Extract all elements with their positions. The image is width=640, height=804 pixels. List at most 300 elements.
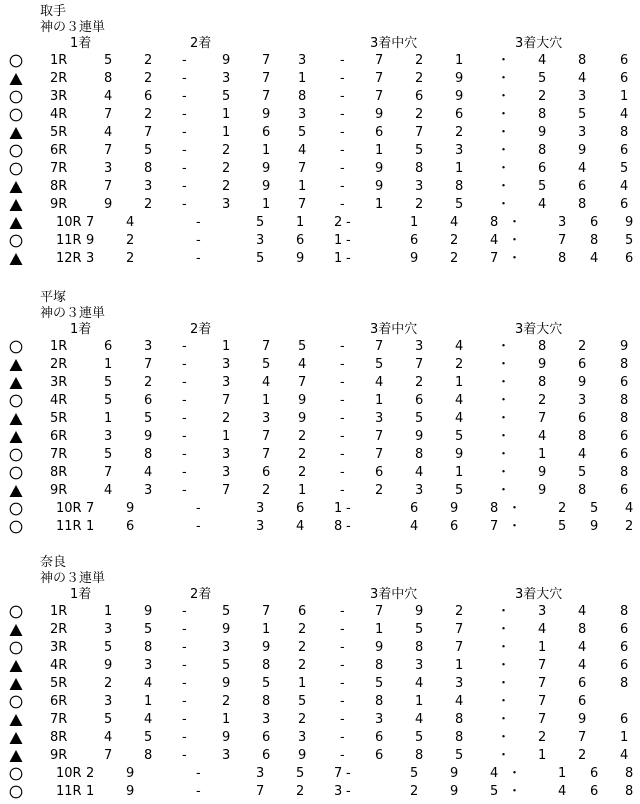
third-mid-pick: 4 — [450, 215, 459, 230]
first-pick: 8 — [144, 447, 153, 462]
header-second: 2着 — [190, 322, 212, 337]
third-big-pick: 6 — [620, 622, 629, 637]
third-mid-pick: 5 — [490, 784, 499, 799]
third-big-pick: 9 — [538, 357, 547, 372]
third-mid-pick: 7 — [375, 429, 384, 444]
race-row — [0, 124, 640, 142]
third-mid-pick: 5 — [455, 483, 464, 498]
first-pick: 1 — [104, 411, 113, 426]
dot-separator: ・ — [497, 622, 511, 637]
second-pick: 1 — [262, 393, 271, 408]
second-pick: 5 — [262, 357, 271, 372]
third-big-pick: 6 — [620, 71, 629, 86]
second-pick: 1 — [334, 501, 343, 516]
dash-separator: - — [340, 712, 345, 727]
race-number: 10R — [56, 215, 82, 230]
first-pick: 9 — [104, 197, 113, 212]
third-big-pick: 2 — [558, 501, 567, 516]
race-row — [0, 518, 640, 536]
circle-mark-icon — [9, 603, 25, 621]
race-number: 5R — [50, 411, 68, 426]
third-mid-pick: 7 — [415, 357, 424, 372]
header-third-mid: 3着中穴 — [370, 322, 418, 337]
third-mid-pick: 1 — [375, 622, 384, 637]
third-big-pick: 5 — [620, 161, 629, 176]
dash-separator: - — [182, 71, 187, 86]
race-row — [0, 196, 640, 214]
first-pick: 6 — [144, 89, 153, 104]
second-pick: 9 — [262, 161, 271, 176]
third-mid-pick: 8 — [415, 640, 424, 655]
dot-separator: ・ — [497, 694, 511, 709]
second-pick: 6 — [296, 501, 305, 516]
first-pick: 9 — [144, 604, 153, 619]
dash-separator: - — [346, 501, 351, 516]
third-mid-pick: 1 — [455, 53, 464, 68]
first-pick: 3 — [144, 339, 153, 354]
second-pick: 8 — [298, 89, 307, 104]
dash-separator: - — [196, 233, 201, 248]
second-pick: 9 — [298, 411, 307, 426]
dash-separator: - — [182, 465, 187, 480]
third-mid-pick: 8 — [415, 161, 424, 176]
triangle-mark-icon — [9, 196, 25, 214]
dash-separator: - — [196, 501, 201, 516]
dash-separator: - — [340, 483, 345, 498]
circle-mark-icon — [9, 500, 25, 518]
triangle-mark-icon — [9, 374, 25, 392]
first-pick: 6 — [144, 393, 153, 408]
dot-separator: ・ — [508, 233, 522, 248]
circle-mark-icon — [9, 338, 25, 356]
third-big-pick: 5 — [578, 107, 587, 122]
third-mid-pick: 1 — [410, 215, 419, 230]
second-pick: 6 — [262, 465, 271, 480]
race-row — [0, 482, 640, 500]
third-big-pick: 3 — [538, 604, 547, 619]
second-pick: 2 — [262, 483, 271, 498]
third-mid-pick: 1 — [455, 658, 464, 673]
second-pick: 1 — [334, 233, 343, 248]
first-pick: 5 — [144, 411, 153, 426]
second-pick: 9 — [296, 251, 305, 266]
race-row — [0, 639, 640, 657]
dot-separator: ・ — [497, 179, 511, 194]
race-row — [0, 729, 640, 747]
race-number: 12R — [56, 251, 82, 266]
dash-separator: - — [340, 179, 345, 194]
dot-separator: ・ — [508, 519, 522, 534]
second-pick: 6 — [262, 748, 271, 763]
third-big-pick: 4 — [578, 447, 587, 462]
dash-separator: - — [340, 658, 345, 673]
third-big-pick: 8 — [578, 483, 587, 498]
dot-separator: ・ — [497, 161, 511, 176]
third-big-pick: 6 — [620, 640, 629, 655]
second-pick: 6 — [298, 604, 307, 619]
third-big-pick: 8 — [538, 107, 547, 122]
third-big-pick: 6 — [590, 215, 599, 230]
circle-mark-icon — [9, 783, 25, 801]
subtitle: 神の３連単 — [40, 306, 106, 321]
dash-separator: - — [340, 393, 345, 408]
third-big-pick: 6 — [620, 447, 629, 462]
second-pick: 3 — [222, 197, 231, 212]
first-pick: 5 — [104, 53, 113, 68]
third-big-pick: 1 — [538, 447, 547, 462]
first-pick: 3 — [144, 658, 153, 673]
third-mid-pick: 5 — [415, 730, 424, 745]
third-mid-pick: 1 — [375, 143, 384, 158]
dash-separator: - — [346, 766, 351, 781]
second-pick: 1 — [298, 71, 307, 86]
first-pick: 4 — [104, 730, 113, 745]
header-first: 1着 — [70, 322, 92, 337]
dash-separator: - — [346, 251, 351, 266]
third-mid-pick: 7 — [375, 339, 384, 354]
third-mid-pick: 4 — [455, 694, 464, 709]
dot-separator: ・ — [497, 748, 511, 763]
race-number: 9R — [50, 748, 68, 763]
third-big-pick: 7 — [538, 694, 547, 709]
second-pick: 3 — [262, 712, 271, 727]
circle-mark-icon — [9, 446, 25, 464]
third-mid-pick: 9 — [415, 604, 424, 619]
third-big-pick: 6 — [590, 766, 599, 781]
race-number: 2R — [50, 357, 68, 372]
second-pick: 7 — [222, 393, 231, 408]
triangle-mark-icon — [9, 747, 25, 765]
circle-mark-icon — [9, 160, 25, 178]
third-mid-pick: 2 — [415, 107, 424, 122]
second-pick: 3 — [256, 766, 265, 781]
dash-separator: - — [340, 429, 345, 444]
second-pick: 2 — [298, 640, 307, 655]
subtitle: 神の３連単 — [40, 571, 106, 586]
first-pick: 9 — [104, 658, 113, 673]
dash-separator: - — [182, 375, 187, 390]
second-pick: 5 — [256, 215, 265, 230]
header-third-mid: 3着中穴 — [370, 587, 418, 602]
venue-title: 平塚 — [40, 290, 67, 305]
second-pick: 3 — [222, 465, 231, 480]
dash-separator: - — [340, 125, 345, 140]
third-mid-pick: 9 — [375, 161, 384, 176]
dot-separator: ・ — [497, 375, 511, 390]
first-pick: 7 — [144, 125, 153, 140]
third-big-pick: 4 — [578, 658, 587, 673]
third-big-pick: 4 — [538, 53, 547, 68]
dash-separator: - — [182, 125, 187, 140]
third-big-pick: 9 — [538, 483, 547, 498]
triangle-mark-icon — [9, 729, 25, 747]
third-mid-pick: 2 — [415, 53, 424, 68]
third-big-pick: 8 — [590, 233, 599, 248]
third-big-pick: 4 — [620, 179, 629, 194]
triangle-mark-icon — [9, 214, 25, 232]
race-number: 7R — [50, 447, 68, 462]
dash-separator: - — [182, 143, 187, 158]
third-big-pick: 6 — [625, 251, 634, 266]
third-big-pick: 6 — [620, 197, 629, 212]
second-pick: 5 — [298, 694, 307, 709]
dot-separator: ・ — [497, 339, 511, 354]
circle-mark-icon — [9, 518, 25, 536]
third-big-pick: 5 — [538, 71, 547, 86]
race-number: 8R — [50, 465, 68, 480]
second-pick: 7 — [256, 784, 265, 799]
third-big-pick: 6 — [620, 658, 629, 673]
second-pick: 9 — [222, 676, 231, 691]
third-big-pick: 6 — [620, 53, 629, 68]
dash-separator: - — [182, 89, 187, 104]
second-pick: 9 — [262, 640, 271, 655]
triangle-mark-icon — [9, 711, 25, 729]
third-mid-pick: 9 — [375, 640, 384, 655]
third-big-pick: 8 — [578, 429, 587, 444]
third-mid-pick: 9 — [450, 766, 459, 781]
second-pick: 2 — [298, 465, 307, 480]
header-third-mid: 3着中穴 — [370, 36, 418, 51]
third-mid-pick: 4 — [410, 519, 419, 534]
third-mid-pick: 6 — [415, 89, 424, 104]
second-pick: 1 — [296, 215, 305, 230]
second-pick: 2 — [222, 161, 231, 176]
race-row — [0, 765, 640, 783]
first-pick: 2 — [86, 766, 95, 781]
circle-mark-icon — [9, 464, 25, 482]
dash-separator: - — [340, 197, 345, 212]
triangle-mark-icon — [9, 356, 25, 374]
race-row — [0, 106, 640, 124]
third-big-pick: 9 — [578, 375, 587, 390]
venue-title: 取手 — [40, 4, 67, 19]
race-number: 3R — [50, 640, 68, 655]
second-pick: 7 — [334, 766, 343, 781]
third-mid-pick: 5 — [415, 411, 424, 426]
third-big-pick: 6 — [578, 411, 587, 426]
dot-separator: ・ — [497, 197, 511, 212]
third-big-pick: 3 — [578, 393, 587, 408]
dash-separator: - — [346, 233, 351, 248]
race-number: 5R — [50, 125, 68, 140]
first-pick: 9 — [126, 784, 135, 799]
second-pick: 1 — [262, 197, 271, 212]
third-big-pick: 5 — [578, 465, 587, 480]
third-mid-pick: 9 — [410, 251, 419, 266]
dash-separator: - — [340, 640, 345, 655]
triangle-mark-icon — [9, 178, 25, 196]
third-mid-pick: 2 — [415, 71, 424, 86]
race-number: 3R — [50, 375, 68, 390]
first-pick: 5 — [104, 447, 113, 462]
second-pick: 4 — [262, 375, 271, 390]
third-mid-pick: 3 — [415, 339, 424, 354]
dash-separator: - — [340, 465, 345, 480]
race-row — [0, 52, 640, 70]
header-second: 2着 — [190, 587, 212, 602]
third-mid-pick: 2 — [455, 604, 464, 619]
second-pick: 2 — [298, 622, 307, 637]
dash-separator: - — [182, 53, 187, 68]
second-pick: 3 — [222, 375, 231, 390]
third-mid-pick: 4 — [415, 712, 424, 727]
third-big-pick: 6 — [578, 676, 587, 691]
dot-separator: ・ — [497, 429, 511, 444]
first-pick: 1 — [104, 604, 113, 619]
race-row — [0, 142, 640, 160]
dot-separator: ・ — [497, 730, 511, 745]
second-pick: 8 — [334, 519, 343, 534]
header-third-big: 3着大穴 — [515, 587, 563, 602]
triangle-mark-icon — [9, 70, 25, 88]
second-pick: 5 — [262, 676, 271, 691]
second-pick: 1 — [298, 676, 307, 691]
first-pick: 8 — [144, 640, 153, 655]
third-mid-pick: 7 — [375, 604, 384, 619]
circle-mark-icon — [9, 142, 25, 160]
second-pick: 5 — [222, 658, 231, 673]
dash-separator: - — [182, 730, 187, 745]
race-number: 1R — [50, 339, 68, 354]
third-mid-pick: 5 — [455, 197, 464, 212]
third-big-pick: 6 — [578, 357, 587, 372]
third-mid-pick: 7 — [375, 89, 384, 104]
third-big-pick: 4 — [538, 197, 547, 212]
header-third-big: 3着大穴 — [515, 36, 563, 51]
dash-separator: - — [340, 357, 345, 372]
third-mid-pick: 6 — [375, 730, 384, 745]
third-mid-pick: 4 — [415, 676, 424, 691]
third-big-pick: 2 — [538, 730, 547, 745]
third-big-pick: 8 — [620, 604, 629, 619]
header-first: 1着 — [70, 587, 92, 602]
second-pick: 8 — [262, 694, 271, 709]
race-number: 7R — [50, 161, 68, 176]
dash-separator: - — [182, 161, 187, 176]
third-big-pick: 4 — [558, 784, 567, 799]
race-row — [0, 374, 640, 392]
first-pick: 9 — [126, 501, 135, 516]
dot-separator: ・ — [497, 53, 511, 68]
dot-separator: ・ — [508, 251, 522, 266]
race-row — [0, 711, 640, 729]
second-pick: 3 — [256, 233, 265, 248]
first-pick: 6 — [126, 519, 135, 534]
race-number: 10R — [56, 501, 82, 516]
second-pick: 7 — [262, 71, 271, 86]
race-row — [0, 446, 640, 464]
dot-separator: ・ — [508, 215, 522, 230]
race-number: 6R — [50, 429, 68, 444]
third-mid-pick: 2 — [455, 357, 464, 372]
race-row — [0, 747, 640, 765]
dot-separator: ・ — [497, 411, 511, 426]
third-big-pick: 1 — [620, 730, 629, 745]
third-mid-pick: 4 — [455, 393, 464, 408]
second-pick: 4 — [296, 519, 305, 534]
race-number: 4R — [50, 658, 68, 673]
third-big-pick: 1 — [538, 640, 547, 655]
third-big-pick: 9 — [620, 339, 629, 354]
first-pick: 9 — [144, 429, 153, 444]
race-row — [0, 356, 640, 374]
second-pick: 3 — [334, 784, 343, 799]
race-number: 11R — [56, 233, 82, 248]
dash-separator: - — [196, 766, 201, 781]
second-pick: 3 — [298, 107, 307, 122]
third-mid-pick: 6 — [375, 125, 384, 140]
third-mid-pick: 2 — [450, 251, 459, 266]
second-pick: 7 — [262, 447, 271, 462]
dot-separator: ・ — [497, 640, 511, 655]
dot-separator: ・ — [497, 712, 511, 727]
third-mid-pick: 6 — [375, 465, 384, 480]
second-pick: 3 — [222, 748, 231, 763]
race-table — [0, 52, 640, 268]
first-pick: 5 — [104, 375, 113, 390]
third-big-pick: 6 — [620, 712, 629, 727]
first-pick: 2 — [144, 197, 153, 212]
second-pick: 7 — [298, 197, 307, 212]
subtitle: 神の３連単 — [40, 20, 106, 35]
race-row — [0, 338, 640, 356]
third-big-pick: 4 — [538, 622, 547, 637]
third-big-pick: 8 — [578, 622, 587, 637]
triangle-mark-icon — [9, 621, 25, 639]
race-number: 7R — [50, 712, 68, 727]
first-pick: 8 — [144, 161, 153, 176]
race-row — [0, 621, 640, 639]
circle-mark-icon — [9, 639, 25, 657]
second-pick: 5 — [222, 604, 231, 619]
third-mid-pick: 9 — [455, 447, 464, 462]
third-big-pick: 3 — [578, 125, 587, 140]
dash-separator: - — [340, 676, 345, 691]
dash-separator: - — [196, 251, 201, 266]
third-big-pick: 6 — [620, 143, 629, 158]
third-big-pick: 9 — [578, 712, 587, 727]
first-pick: 5 — [104, 640, 113, 655]
race-row — [0, 392, 640, 410]
race-table — [0, 603, 640, 801]
dash-separator: - — [340, 161, 345, 176]
dash-separator: - — [340, 748, 345, 763]
second-pick: 9 — [262, 107, 271, 122]
third-big-pick: 2 — [578, 748, 587, 763]
second-pick: 9 — [298, 393, 307, 408]
first-pick: 3 — [104, 429, 113, 444]
third-mid-pick: 4 — [490, 233, 499, 248]
first-pick: 3 — [104, 622, 113, 637]
second-pick: 9 — [222, 53, 231, 68]
dash-separator: - — [340, 411, 345, 426]
dash-separator: - — [346, 519, 351, 534]
third-big-pick: 9 — [590, 519, 599, 534]
third-big-pick: 4 — [620, 748, 629, 763]
dash-separator: - — [196, 519, 201, 534]
third-big-pick: 9 — [625, 215, 634, 230]
race-row — [0, 675, 640, 693]
third-big-pick: 8 — [620, 676, 629, 691]
second-pick: 5 — [298, 125, 307, 140]
third-big-pick: 6 — [620, 429, 629, 444]
third-big-pick: 4 — [578, 640, 587, 655]
third-big-pick: 4 — [578, 604, 587, 619]
dash-separator: - — [346, 215, 351, 230]
third-mid-pick: 3 — [415, 483, 424, 498]
third-mid-pick: 4 — [375, 375, 384, 390]
